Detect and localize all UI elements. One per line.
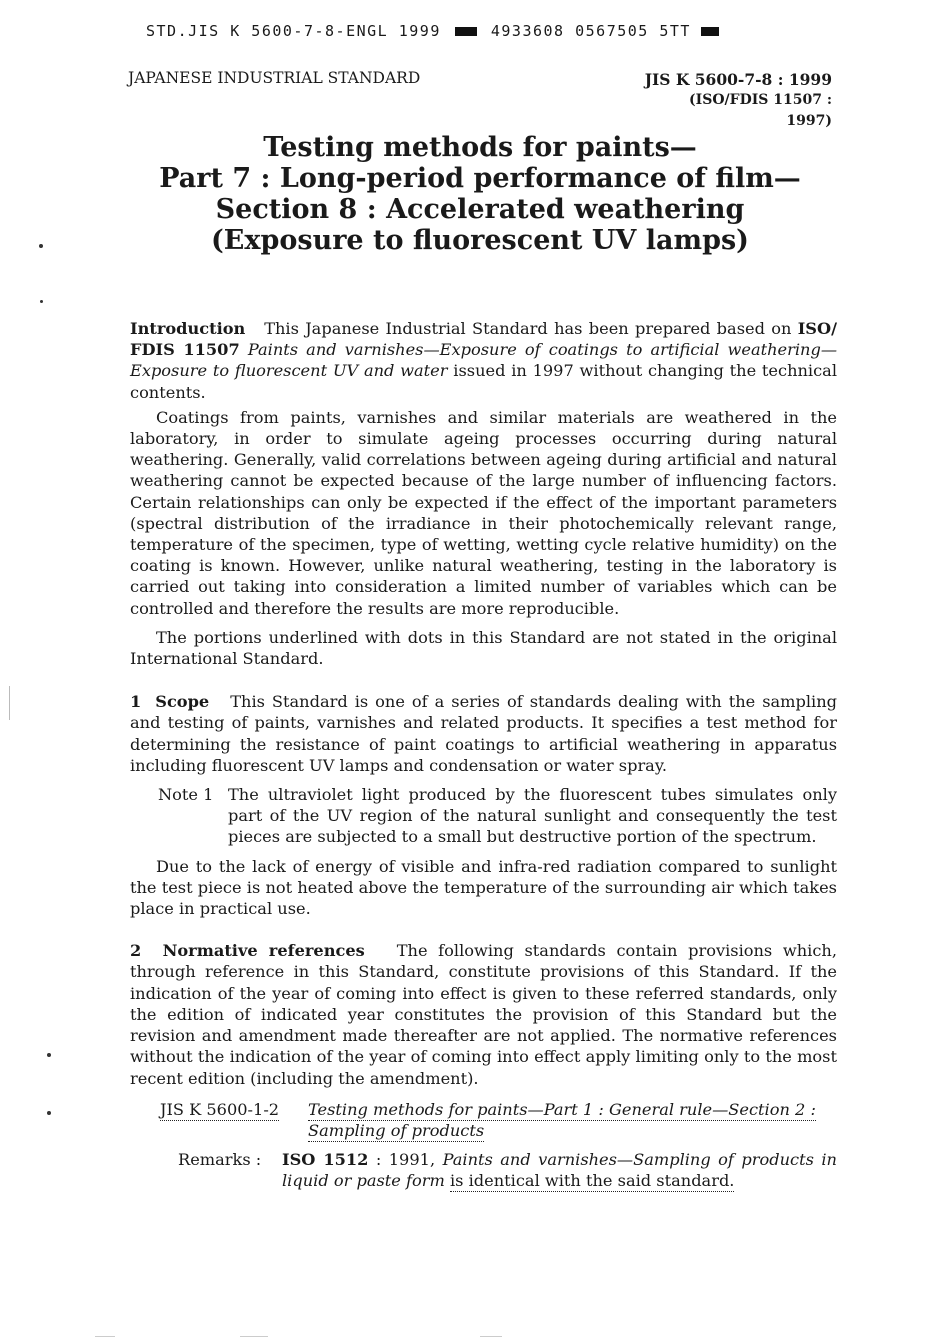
- catalog-line: [146, 22, 733, 40]
- black-bar-mark: [701, 27, 719, 36]
- standard-number: [640, 69, 832, 132]
- reference-code: JIS K 5600-1-2: [160, 1099, 280, 1119]
- scan-artifact: [240, 1336, 268, 1337]
- title-line: Part 7 : Long-period performance of film—: [159, 163, 801, 194]
- remarks: [130, 1149, 837, 1191]
- section-heading: Scope: [155, 692, 210, 712]
- margin-dot: [39, 244, 43, 248]
- margin-line: [9, 686, 10, 720]
- remarks-text: ISO 1512 : 1991, Paints and varnishes—Sampling of products in liquid or paste form is identical with the said standard.: [282, 1150, 837, 1191]
- note-label: Note 1: [158, 785, 214, 805]
- margin-dot: [47, 1053, 51, 1057]
- margin-dot: [47, 1111, 51, 1115]
- intro-paragraph: Coatings from paints, varnishes and similar materials are weathered in the laboratory, in order to simulate ageing processes occurring during natural weathering. Generally, valid correlations between ageing during artificial and natural weathering cannot be expected because of the large number of influencing factors. Certain relationships can only be expected if the effect of the important parameters (spectral distribution of the irradiance in their photochemically relevant range, temperature of the specimen, type of wetting, wetting cycle relative humidity) on the coating is known. However, unlike natural weathering, testing in the laboratory is carried out taking into consideration a limited number of variables which can be controlled and therefore the results are more reproducible.: [130, 407, 837, 618]
- section-number: 2: [130, 941, 142, 961]
- section-number: 1: [130, 692, 142, 712]
- scope-section: 1 Scope This Standard is one of a series of standards dealing with the sampling and testing of paints, varnishes and related products. It specifies a test method for determining the resistance of paint coatings to artificial weathering in apparatus including fluorescent UV lamps and condensation or water spray.: [130, 692, 838, 775]
- remarks-reference: ISO 1512: [282, 1150, 369, 1170]
- intro-heading: Introduction: [130, 319, 246, 338]
- note-text: The ultraviolet light produced by the fluorescent tubes simulates only part of the UV region of the natural sunlight and consequently the test pieces are subjected to a small but destructive portion of the spectrum.: [228, 785, 837, 847]
- document-body: [130, 318, 837, 1192]
- reference-title: Sampling of products: [308, 1120, 485, 1140]
- jis-number: JIS K 5600-7-8 : 1999: [644, 70, 832, 89]
- note: [130, 784, 837, 848]
- remarks-label: Remarks :: [178, 1150, 262, 1170]
- catalog-code: 4933608 0567505 5TT: [490, 22, 691, 40]
- black-bar-mark: [455, 27, 477, 36]
- intro-paragraph: Introduction This Japanese Industrial Standard has been prepared based on ISO/ FDIS 11507 Paints and varnishes—Exposure of coatings to artificial weathering—Exposure to fluorescent UV and water issued in 1997 without changing the technical contents.: [130, 319, 838, 402]
- margin-dot: [40, 300, 43, 303]
- iso-reference: ISO/ FDIS 11507: [130, 319, 838, 360]
- iso-title: Paints and varnishes—Exposure of coatings to artificial weathering—Exposure to fluorescent UV and water: [130, 340, 838, 381]
- normative-section: 2 Normative references The following standards contain provisions which, through reference in this Standard, constitute provisions of this Standard. If the indication of the year of coming into effect is given to these referred standards, only the edition of indicated year constitutes the provision of this Standard but the revision and amendment made thereafter are not applied. The normative references without the indication of the year of coming into effect apply limiting only to the most recent edition (including the amendment).: [130, 941, 837, 1088]
- iso-number: (ISO/FDIS 11507 : 1997): [689, 92, 832, 129]
- catalog-id: STD.JIS K 5600-7-8-ENGL 1999: [146, 22, 441, 40]
- title-line: (Exposure to fluorescent UV lamps): [211, 225, 749, 256]
- section-heading: Normative references: [162, 941, 365, 961]
- title-line: Section 8 : Accelerated weathering: [215, 194, 745, 225]
- reference-entry: [130, 1099, 837, 1141]
- scope-paragraph: Due to the lack of energy of visible and infra-red radiation compared to sunlight the test piece is not heated above the temperature of the surrounding air which takes place in practical use.: [130, 856, 837, 919]
- scan-artifact: [480, 1336, 502, 1337]
- page-title: [80, 132, 880, 256]
- reference-title: Testing methods for paints—Part 1 : General rule—Section 2 :: [308, 1099, 816, 1119]
- standard-label: JAPANESE INDUSTRIAL STANDARD: [128, 69, 421, 87]
- title-line: Testing methods for paints—: [263, 132, 697, 163]
- intro-paragraph: The portions underlined with dots in this Standard are not stated in the original International Standard.: [130, 627, 837, 669]
- scan-artifact: [95, 1336, 115, 1337]
